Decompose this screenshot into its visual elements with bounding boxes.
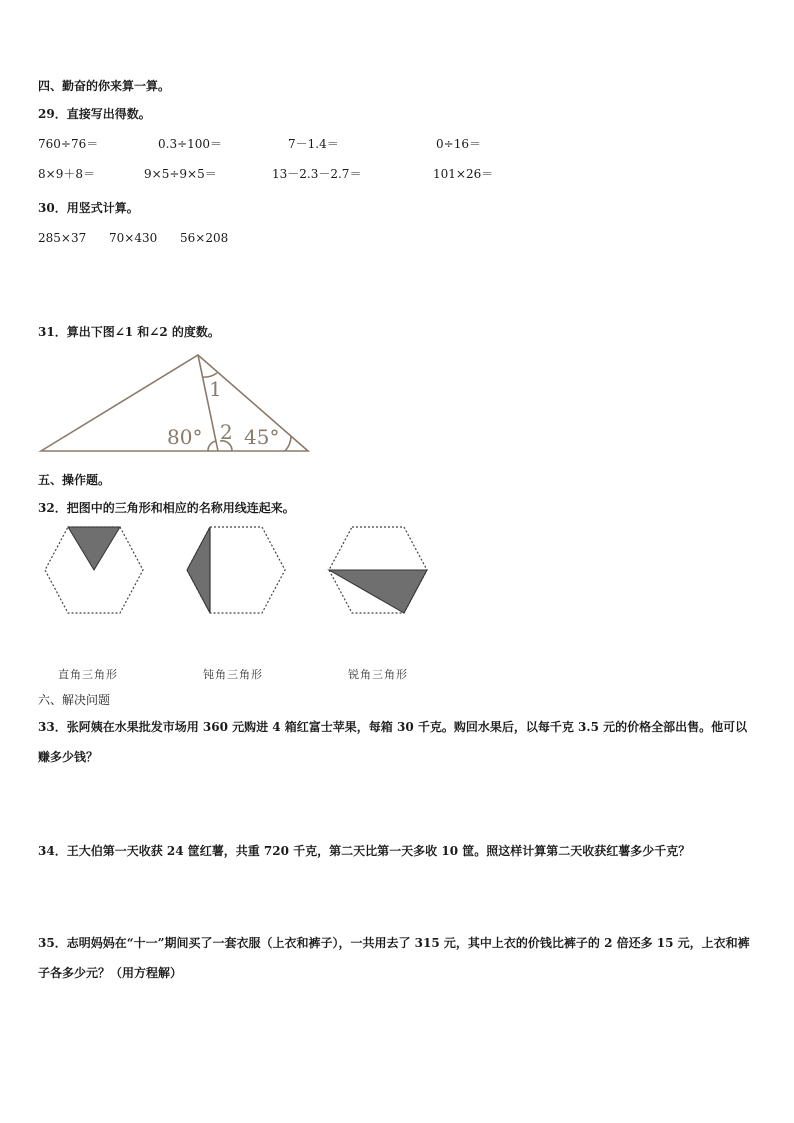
q30-item: 70×430 [109,231,158,245]
angle45-label: 45° [244,425,280,449]
q30-item: 285×37 [38,231,87,245]
shaded-triangle [68,527,120,570]
q29-item: 0.3÷100＝ [158,137,223,151]
q35-text: 35．志明妈妈在“十一”期间买了一套衣服（上衣和裤子），一共用去了 315 元，其中上衣的价钱比裤子的 2 倍还多 15 元，上衣和裤子各多少元？（用方程解） [38,936,750,980]
section6-heading: 六、解决问题 [38,693,111,707]
angle80-label: 80° [167,425,203,449]
q30-item: 56×208 [180,231,229,245]
q29-item: 9×5÷9×5＝ [144,167,217,181]
section5-heading: 五、操作题。 [38,473,111,487]
shaded-triangle [329,570,427,613]
angle1-label: 1 [209,377,222,401]
shaded-triangle [187,527,210,613]
q29-item: 13－2.3－2.7＝ [272,167,362,181]
hexagon-figure-2 [184,524,288,616]
triangle-name-acute: 锐角三角形 [348,668,408,681]
hexagon-figure-1 [42,524,146,616]
hexagon-figure-3 [326,524,430,616]
q33-text: 33．张阿姨在水果批发市场用 360 元购进 4 箱红富士苹果，每箱 30 千克。购回水果后，以每千克 3.5 元的价格全部出售。他可以赚多少钱？ [38,720,748,764]
triangle-name-right: 直角三角形 [58,668,118,681]
q34-text: 34．王大伯第一天收获 24 筐红薯，共重 720 千克，第二天比第一天多收 10 筐。照这样计算第二天收获红薯多少千克？ [38,844,691,858]
q31-title: 31．算出下图∠1 和∠2 的度数。 [38,325,220,339]
q29-item: 8×9＋8＝ [38,167,95,181]
angle2-label: 2 [220,420,233,444]
section4-heading: 四、勤奋的你来算一算。 [38,79,171,93]
q32-title: 32．把图中的三角形和相应的名称用线连起来。 [38,501,295,515]
q29-item: 7－1.4＝ [288,137,339,151]
q29-item: 101×26＝ [433,167,494,181]
angle45-arc [285,436,291,451]
angle80-arc [208,441,216,451]
q30-title: 30．用竖式计算。 [38,201,139,215]
triangle-name-obtuse: 钝角三角形 [203,668,263,681]
q29-item: 0÷16＝ [436,137,481,151]
q29-item: 760÷76＝ [38,137,99,151]
q29-title: 29．直接写出得数。 [38,107,151,121]
q31-triangle-figure [36,350,316,456]
